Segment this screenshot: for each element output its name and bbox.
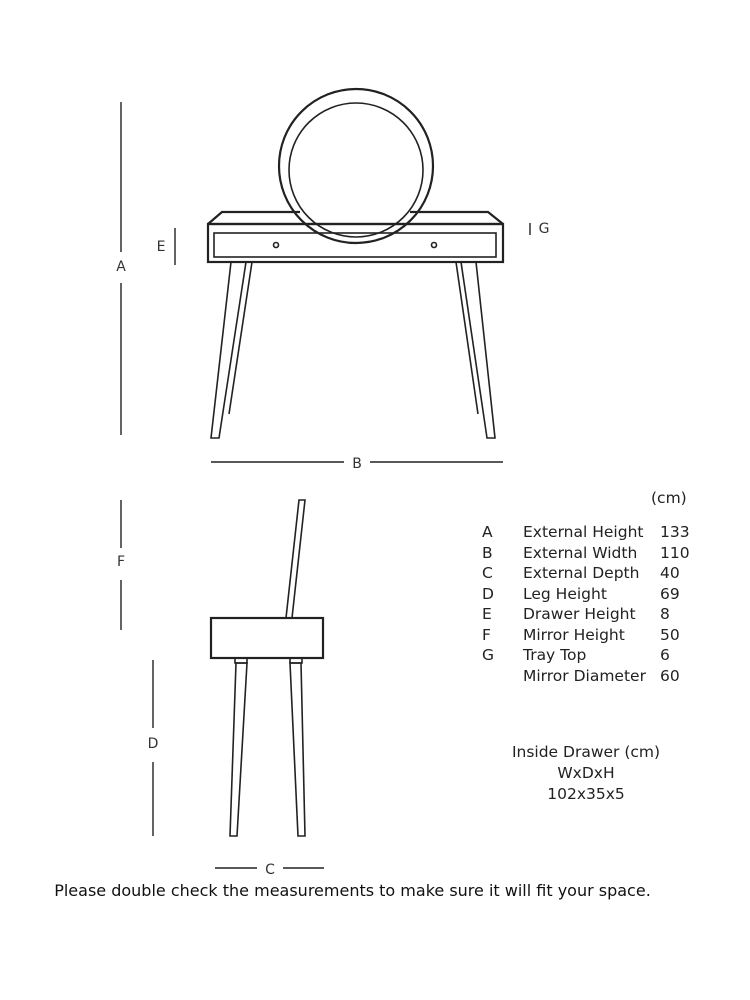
footer-note: Please double check the measurements to make sure it will fit your space. [54, 881, 651, 900]
inside-drawer-dims-value: 102x35x5 [547, 785, 625, 803]
front-leg-left [211, 262, 246, 438]
spec-value: 133 [660, 523, 690, 541]
back-leg-left [229, 262, 252, 414]
dimension-f-label: F [116, 554, 126, 570]
spec-letter: C [482, 564, 493, 582]
spec-letter: G [482, 646, 495, 664]
spec-name: Leg Height [523, 584, 607, 603]
spec-letter: D [482, 584, 494, 603]
mirror-inner-ring [289, 103, 423, 237]
back-leg-right [456, 262, 478, 414]
spec-row [482, 563, 700, 584]
mirror-outer-ring [279, 89, 433, 243]
tray-top [208, 212, 300, 224]
dimension-c-label: C [265, 862, 275, 878]
spec-value: 110 [660, 543, 690, 562]
front-view [116, 89, 549, 472]
spec-name: Drawer Height [523, 605, 636, 623]
spec-letter: A [482, 523, 493, 541]
spec-row [482, 522, 700, 543]
dimension-b-label: B [352, 456, 362, 472]
dimension-d-label: D [147, 736, 159, 752]
spec-name: External Width [523, 543, 638, 562]
dimension-g-label: G [538, 221, 550, 237]
side-body [211, 618, 323, 658]
side-leg-left [230, 663, 247, 836]
spec-row [482, 645, 700, 666]
spec-value: 40 [660, 564, 680, 582]
dimension-a-label: A [116, 259, 126, 275]
spec-letter: E [482, 605, 492, 623]
tray-top-right [410, 212, 503, 224]
spec-row [482, 543, 700, 564]
drawer-knob-left [274, 243, 279, 248]
spec-row [482, 584, 700, 605]
spec-name: Mirror Diameter [523, 666, 646, 685]
spec-letter [482, 666, 523, 687]
drawer-knob-right [432, 243, 437, 248]
spec-value: 69 [660, 584, 680, 603]
side-mirror-panel [286, 500, 305, 618]
spec-row [482, 625, 700, 646]
spec-value: 50 [660, 625, 680, 644]
spec-table [482, 522, 700, 686]
spec-letter: F [482, 625, 491, 644]
side-view [117, 500, 324, 878]
inside-drawer-info [486, 742, 686, 805]
spec-unit-label: (cm) [651, 489, 687, 507]
spec-name: External Height [523, 523, 644, 541]
spec-letter: B [482, 543, 493, 562]
spec-row [482, 666, 700, 687]
side-leg-right [290, 663, 305, 836]
spec-value: 6 [660, 646, 670, 664]
spec-name: Mirror Height [523, 625, 625, 644]
spec-value: 60 [660, 666, 680, 685]
dimension-e-label: E [156, 239, 166, 255]
inside-drawer-dims-label: WxDxH [557, 764, 615, 782]
inside-drawer-title: Inside Drawer (cm) [511, 743, 661, 761]
spec-name: External Depth [523, 564, 640, 582]
spec-value: 8 [660, 605, 670, 623]
spec-row [482, 604, 700, 625]
spec-name: Tray Top [523, 646, 587, 664]
